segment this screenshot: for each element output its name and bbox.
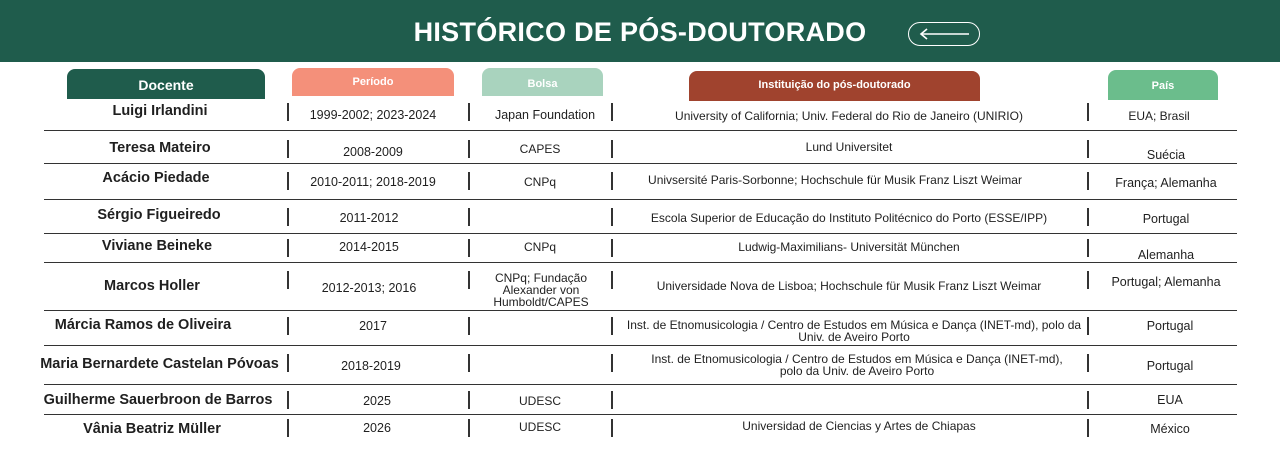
cell-bolsa: CNPq [523, 240, 556, 254]
row-divider [44, 310, 1237, 311]
cell-pais: Portugal [1146, 319, 1194, 333]
cell-pais: Suécia [1146, 148, 1186, 162]
cell-pais: Alemanha [1137, 248, 1195, 262]
row-divider [44, 199, 1237, 200]
column-divider [468, 271, 470, 289]
column-divider [287, 103, 289, 121]
column-divider [611, 419, 613, 437]
cell-periodo: 2025 [363, 394, 391, 408]
cell-instituicao: Inst. de Etnomusicologia / Centro de Estudos em Música e Dança (INET-md), polo da Univ. de Aveiro Porto [626, 318, 1082, 344]
cell-instituicao: Inst. de Etnomusicologia / Centro de Estudos em Música e Dança (INET-md), polo da Univ. de Aveiro Porto [651, 352, 1063, 378]
column-divider [1087, 239, 1089, 257]
column-divider [1087, 140, 1089, 158]
column-divider [468, 103, 470, 121]
column-divider [1087, 271, 1089, 289]
cell-instituicao: Univsersité Paris-Sorbonne; Hochschule für Musik Franz Liszt Weimar [648, 173, 1022, 187]
column-divider [468, 172, 470, 190]
column-divider [611, 239, 613, 257]
cell-instituicao: Lund Universitet [805, 140, 893, 154]
arrow-left-icon [919, 28, 971, 40]
column-divider [468, 239, 470, 257]
column-divider [287, 391, 289, 409]
cell-docente: Guilherme Sauerbroon de Barros [43, 392, 273, 408]
column-divider [468, 208, 470, 226]
cell-pais: Portugal; Alemanha [1111, 275, 1221, 289]
column-divider [287, 354, 289, 372]
cell-docente: Sérgio Figueiredo [97, 207, 221, 223]
cell-bolsa: UDESC [518, 420, 561, 434]
cell-instituicao: Ludwig-Maximilians- Universität München [738, 240, 960, 254]
cell-periodo: 2010-2011; 2018-2019 [310, 175, 436, 189]
column-divider [287, 317, 289, 335]
column-header-docente: Docente [67, 69, 265, 99]
column-divider [468, 140, 470, 158]
cell-docente: Teresa Mateiro [109, 140, 211, 156]
column-divider [611, 271, 613, 289]
page-title: HISTÓRICO DE PÓS-DOUTORADO [413, 17, 867, 47]
column-divider [1087, 391, 1089, 409]
row-divider [44, 233, 1237, 234]
cell-pais: Portugal [1142, 212, 1190, 226]
cell-periodo: 2012-2013; 2016 [321, 281, 417, 295]
column-divider [468, 317, 470, 335]
row-divider [44, 384, 1237, 385]
back-button[interactable] [908, 22, 980, 46]
cell-periodo: 2017 [359, 319, 387, 333]
column-divider [468, 419, 470, 437]
row-divider [44, 262, 1237, 263]
column-header-bolsa: Bolsa [482, 68, 603, 96]
cell-docente: Vânia Beatriz Müller [83, 421, 221, 437]
cell-pais: México [1150, 422, 1190, 436]
cell-pais: Portugal [1146, 359, 1194, 373]
cell-instituicao: University of California; Univ. Federal do Rio de Janeiro (UNIRIO) [675, 109, 1023, 123]
column-header-periodo: Período [292, 68, 454, 96]
column-divider [611, 354, 613, 372]
column-divider [611, 391, 613, 409]
cell-bolsa: Japan Foundation [494, 108, 596, 122]
column-divider [1087, 317, 1089, 335]
column-divider [1087, 208, 1089, 226]
cell-pais: EUA; Brasil [1128, 109, 1190, 123]
column-divider [1087, 172, 1089, 190]
cell-docente: Márcia Ramos de Oliveira [54, 317, 232, 333]
cell-docente: Acácio Piedade [102, 170, 210, 186]
row-divider [44, 345, 1237, 346]
column-divider [611, 140, 613, 158]
column-divider [1087, 103, 1089, 121]
cell-pais: França; Alemanha [1115, 176, 1217, 190]
column-header-pais: País [1108, 70, 1218, 100]
cell-docente: Marcos Holler [104, 278, 200, 294]
cell-periodo: 2014-2015 [339, 240, 399, 254]
column-divider [611, 317, 613, 335]
cell-docente: Viviane Beineke [101, 238, 213, 254]
row-divider [44, 130, 1237, 131]
cell-instituicao: Escola Superior de Educação do Instituto Politécnico do Porto (ESSE/IPP) [650, 211, 1048, 225]
column-divider [287, 419, 289, 437]
column-divider [468, 354, 470, 372]
column-divider [611, 208, 613, 226]
cell-periodo: 2026 [363, 421, 391, 435]
cell-pais: EUA [1157, 393, 1183, 407]
cell-instituicao: Universidade Nova de Lisboa; Hochschule für Musik Franz Liszt Weimar [656, 279, 1042, 293]
row-divider [44, 163, 1237, 164]
cell-bolsa: CNPq [523, 175, 556, 189]
cell-instituicao: Universidad de Ciencias y Artes de Chiapas [742, 419, 976, 433]
column-divider [1087, 354, 1089, 372]
cell-bolsa: UDESC [518, 394, 561, 408]
cell-docente: Luigi Irlandini [112, 103, 208, 119]
cell-docente: Maria Bernardete Castelan Póvoas [40, 356, 279, 372]
row-divider [44, 414, 1237, 415]
cell-periodo: 2008-2009 [343, 145, 403, 159]
column-divider [468, 391, 470, 409]
cell-periodo: 2011-2012 [339, 211, 399, 225]
column-divider [287, 140, 289, 158]
page-header [0, 0, 1280, 62]
cell-bolsa: CAPES [519, 142, 561, 156]
cell-bolsa: CNPq; Fundação Alexander von Humboldt/CAPES [493, 271, 589, 309]
column-divider [287, 172, 289, 190]
column-header-instituicao: Instituição do pós-doutorado [689, 71, 980, 101]
cell-periodo: 2018-2019 [341, 359, 401, 373]
cell-periodo: 1999-2002; 2023-2024 [309, 108, 437, 122]
